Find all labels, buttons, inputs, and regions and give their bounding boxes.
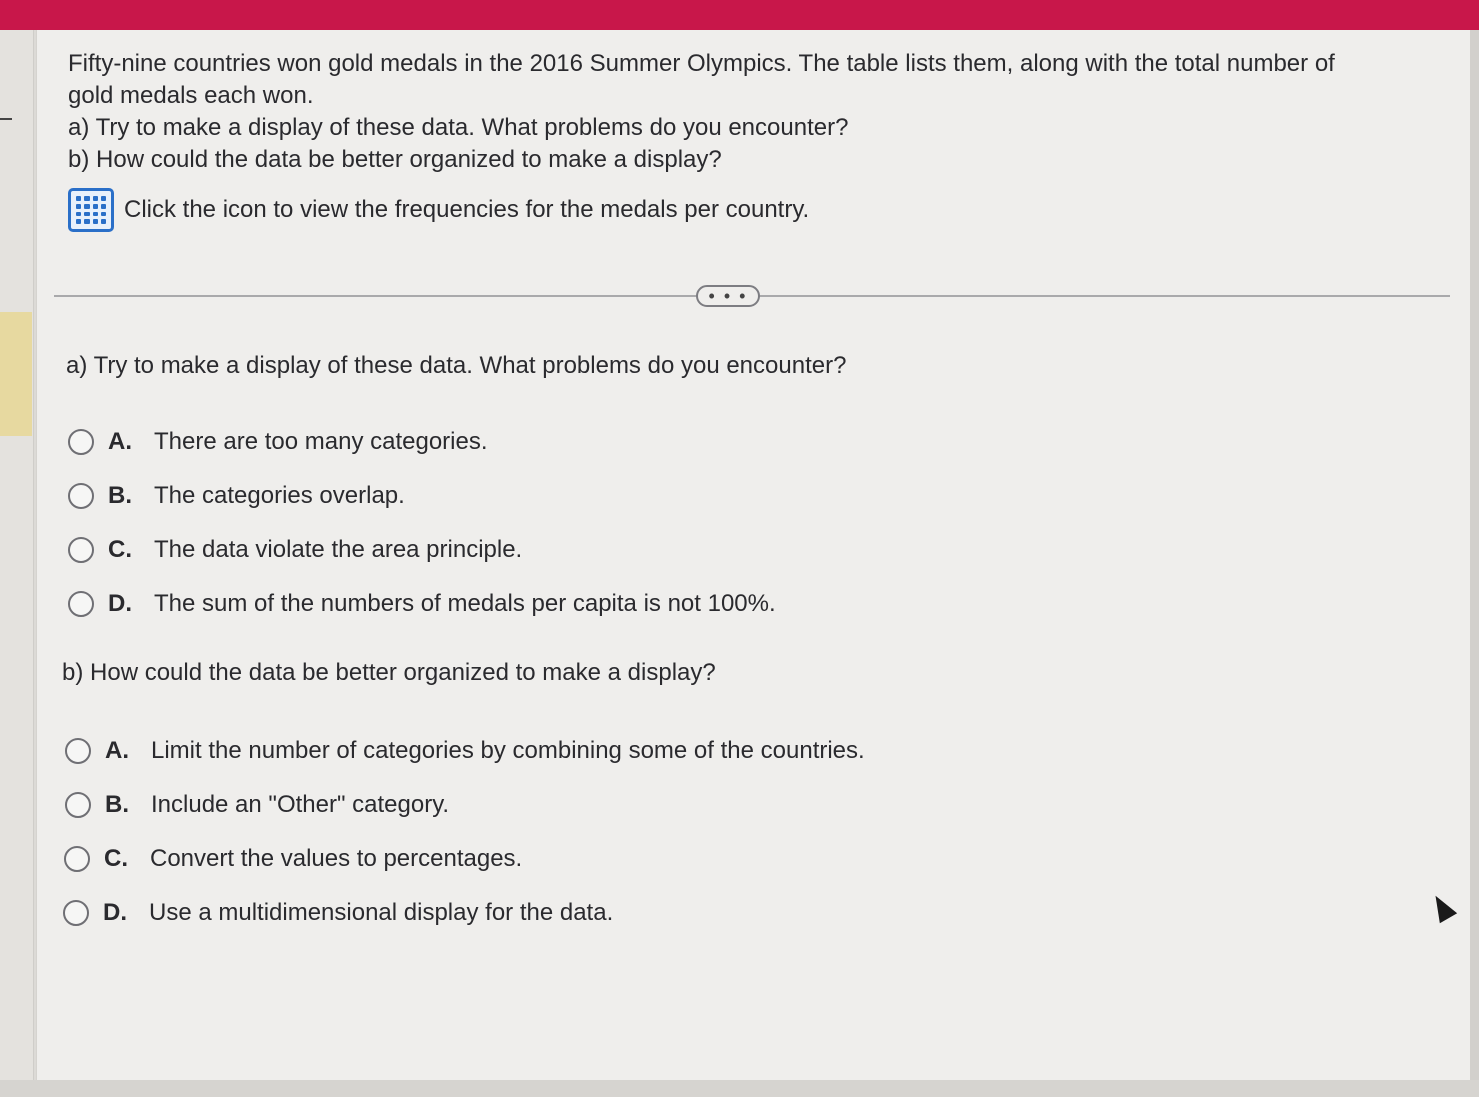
option-letter: B.: [105, 791, 129, 818]
grid-table-icon[interactable]: [68, 188, 114, 232]
part-b-option-a[interactable]: [65, 737, 865, 765]
option-letter: C.: [104, 845, 128, 872]
part-b-option-c[interactable]: [64, 845, 522, 873]
part-a-option-a[interactable]: [68, 428, 488, 456]
option-text: Limit the number of categories by combining some of the countries.: [151, 737, 865, 764]
part-b-option-d[interactable]: [63, 899, 613, 927]
option-letter: B.: [108, 482, 132, 509]
problem-line-1: Fifty-nine countries won gold medals in the 2016 Summer Olympics. The table lists them, along with the total number of: [68, 50, 1335, 77]
gutter-marker: [0, 118, 12, 120]
radio-button[interactable]: [68, 591, 94, 617]
expand-more-button[interactable]: • • •: [696, 285, 760, 307]
radio-button[interactable]: [64, 846, 90, 872]
option-text: The categories overlap.: [154, 482, 405, 509]
option-letter: D.: [108, 590, 132, 617]
problem-line-4: b) How could the data be better organized to make a display?: [68, 146, 722, 173]
right-edge: [1470, 30, 1479, 1097]
option-letter: A.: [105, 737, 129, 764]
radio-button[interactable]: [65, 738, 91, 764]
problem-statement: [68, 48, 1448, 176]
radio-button[interactable]: [65, 792, 91, 818]
radio-button[interactable]: [68, 537, 94, 563]
part-a-option-b[interactable]: [68, 482, 405, 510]
top-bar: [0, 0, 1479, 30]
part-a-option-c[interactable]: [68, 536, 522, 564]
problem-line-2: gold medals each won.: [68, 82, 314, 109]
option-letter: C.: [108, 536, 132, 563]
option-letter: A.: [108, 428, 132, 455]
gutter-highlight: [0, 312, 32, 436]
option-text: The data violate the area principle.: [154, 536, 523, 563]
radio-button[interactable]: [68, 483, 94, 509]
option-text: Use a multidimensional display for the data.: [149, 899, 614, 926]
option-letter: D.: [103, 899, 127, 926]
data-table-hint: [68, 188, 809, 232]
part-b-option-b[interactable]: [65, 791, 449, 819]
option-text: Convert the values to percentages.: [150, 845, 523, 872]
left-gutter: [0, 30, 34, 1097]
option-text: There are too many categories.: [154, 428, 488, 455]
bottom-edge: [0, 1080, 1479, 1097]
radio-button[interactable]: [63, 900, 89, 926]
part-a-option-d[interactable]: [68, 590, 776, 618]
hint-text: Click the icon to view the frequencies for the medals per country.: [124, 196, 810, 223]
part-b-question: b) How could the data be better organized to make a display?: [62, 659, 716, 686]
problem-line-3: a) Try to make a display of these data. What problems do you encounter?: [68, 114, 849, 141]
option-text: The sum of the numbers of medals per capita is not 100%.: [154, 590, 776, 617]
option-text: Include an "Other" category.: [151, 791, 450, 818]
part-a-question: a) Try to make a display of these data. What problems do you encounter?: [66, 352, 847, 379]
radio-button[interactable]: [68, 429, 94, 455]
